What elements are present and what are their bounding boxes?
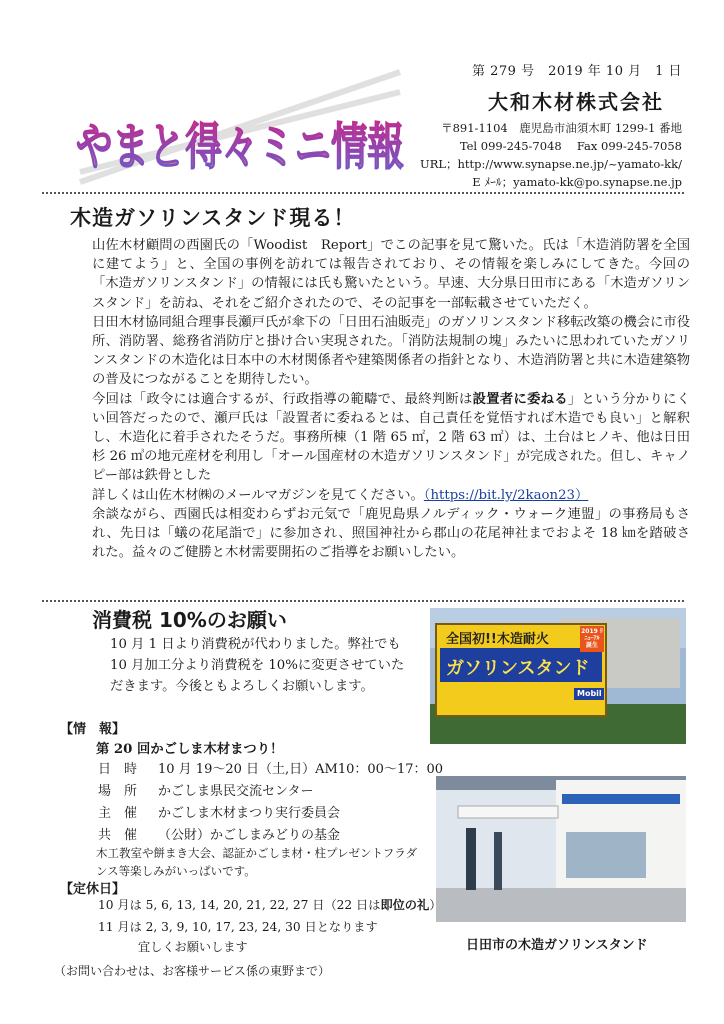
- event-row-place: [98, 780, 313, 799]
- company-phone: Tel 099-245-7048 Fax 099-245-7058: [459, 139, 682, 153]
- event-row-key: 主 催: [98, 806, 138, 821]
- sign-top-text: 全国初!!木造耐火: [446, 632, 549, 647]
- article-body: [92, 236, 690, 562]
- article-emphasis: 設置者に委ねる: [472, 391, 568, 407]
- sign-main-text: ガソリンスタンド: [446, 658, 590, 679]
- event-title: 第 20 回かごしま木材まつり！: [96, 742, 284, 757]
- station-photo-illustration: [436, 776, 686, 922]
- tax-body: 10 月 1 日より消費税が代わりました。弊社でも 10 月加工分より消費税を 10%に変更させていただきます。今後ともよろしくお願いします。: [110, 637, 405, 694]
- article-paragraph: [92, 390, 690, 486]
- contact-note: （お問い合わせは、お客様サービス係の東野まで）: [54, 964, 331, 978]
- article-text: 」という分かりにくい回答だったので、瀬戸氏は「設置者に委ねるとは、自己責任を覚悟すれば木造でも良い」と解釈し、木造化に着手されたそうだ。事務所棟（1 階 65 ㎡，2 階 63 ㎡）は、土台はヒノキ、他は日田杉 26 ㎥の地元産材を利用し「オール国産材の木造ガソリンスタンド」が完成された。但し、キャノピー部は鉄骨とした: [92, 391, 691, 484]
- event-row-key: 共 催: [98, 828, 138, 843]
- sign-badge-text: 2019 ﾘﾆｭｰｱﾙ 誕生: [581, 628, 603, 649]
- gas-station-photo: [436, 776, 686, 922]
- event-notes: 木工教室や餅まき大会、認証かごしま材・柱プレゼントフラダンス等楽しみがいっぱいです。: [96, 846, 418, 878]
- event-row-value: かごしま県民交流センター: [158, 784, 314, 799]
- article-paragraph: 山佐木材顧問の西園氏の「Woodist Report」でこの記事を見て驚いた。氏は「木造消防署を全国に建てよう」と、全国の事例を訪れては報告されており、その情報を楽しみにしてきた。今回の「木造ガソリンスタンド」の情報には氏も驚いたという。早速、大分県日田市にある「木造ガソリンスタンド」を訪ね、それをご紹介されたので、その記事を一部転載させていただく。: [92, 238, 690, 311]
- company-email[interactable]: E ﾒｰﾙ；yamato-kk@po.synapse.ne.jp: [472, 175, 682, 189]
- section-divider: [42, 600, 684, 602]
- holiday-heading: 【定休日】: [60, 882, 126, 897]
- info-heading: 【情 報】: [60, 722, 126, 737]
- holiday-text: 10 月は 5, 6, 13, 14, 20, 21, 22, 27 日（22 日は: [98, 898, 381, 912]
- tax-title: 消費税 10%のお願い: [92, 608, 287, 632]
- holiday-closing: 宜しくお願いします: [138, 940, 248, 954]
- company-address: 〒891-1104 鹿児島市油須木町 1299-1 番地: [441, 121, 682, 135]
- event-row-cosponsor: [98, 824, 340, 843]
- event-row-value: かごしま木材まつり実行委員会: [158, 806, 341, 821]
- newsletter-logo: [70, 52, 410, 192]
- company-name: 大和木材株式会社: [488, 90, 664, 114]
- event-row-date: [98, 758, 443, 777]
- holiday-november: 11 月は 2, 3, 9, 10, 17, 23, 24, 30 日となります: [98, 920, 378, 934]
- event-row-value: （公財）かごしまみどりの基金: [158, 828, 341, 843]
- event-row-key: 場 所: [98, 784, 138, 799]
- header-divider: [42, 192, 684, 194]
- article-paragraph: [92, 486, 690, 505]
- article-paragraph: 日田木材協同組合理事長瀬戸氏が傘下の「日田石油販売」のガソリンスタンド移転改築の機会に市役所、消防署、総務省消防庁と掛け合い実現された。「消防法規制の塊」みたいに思われていたガソリンスタンドの木造化は日本中の木材関係者や建築関係者の指針となり、木造消防署と共に木造建築物の普及につながることを期待したい。: [92, 314, 690, 388]
- event-row-organizer: [98, 802, 340, 821]
- article-paragraph: 余談ながら、西園氏は相変わらずお元気で「鹿児島県ノルディック・ウォーク連盟」の事務局もされ、先日は「蟻の花尾詣で」に参加され、照国神社から郡山の花尾神社までおよそ 18 ㎞を踏破された。益々のご健勝と木材需要開拓のご指導をお願いしたい。: [92, 506, 690, 561]
- event-row-value: 10 月 19～20 日（土,日）AM10：00～17：00: [158, 762, 444, 777]
- article-text: 今回は「政令には適合するが、行政指導の範疇で、最終判断は: [92, 391, 473, 407]
- company-url[interactable]: URL；http://www.synapse.ne.jp/~yamato-kk/: [420, 157, 682, 171]
- mobil-logo: Mobil: [577, 689, 602, 698]
- photo-caption: 日田市の木造ガソリンスタンド: [466, 938, 648, 953]
- holiday-emphasis: 即位の礼: [380, 898, 430, 912]
- issue-number: 第 279 号 2019 年 10 月 1 日: [472, 64, 683, 79]
- holiday-october: [98, 896, 441, 913]
- article-text: 詳しくは山佐木材㈱のメールマガジンを見てください。: [92, 487, 424, 503]
- logo-text: やまと得々ミニ情報: [76, 118, 404, 176]
- article-title: 木造ガソリンスタンド現る！: [70, 206, 356, 230]
- gas-station-sign-photo: [430, 608, 686, 744]
- event-row-key: 日 時: [98, 762, 138, 777]
- magazine-link[interactable]: （https://bit.ly/2kaon23）: [423, 487, 589, 503]
- holiday-text: ）: [429, 898, 442, 912]
